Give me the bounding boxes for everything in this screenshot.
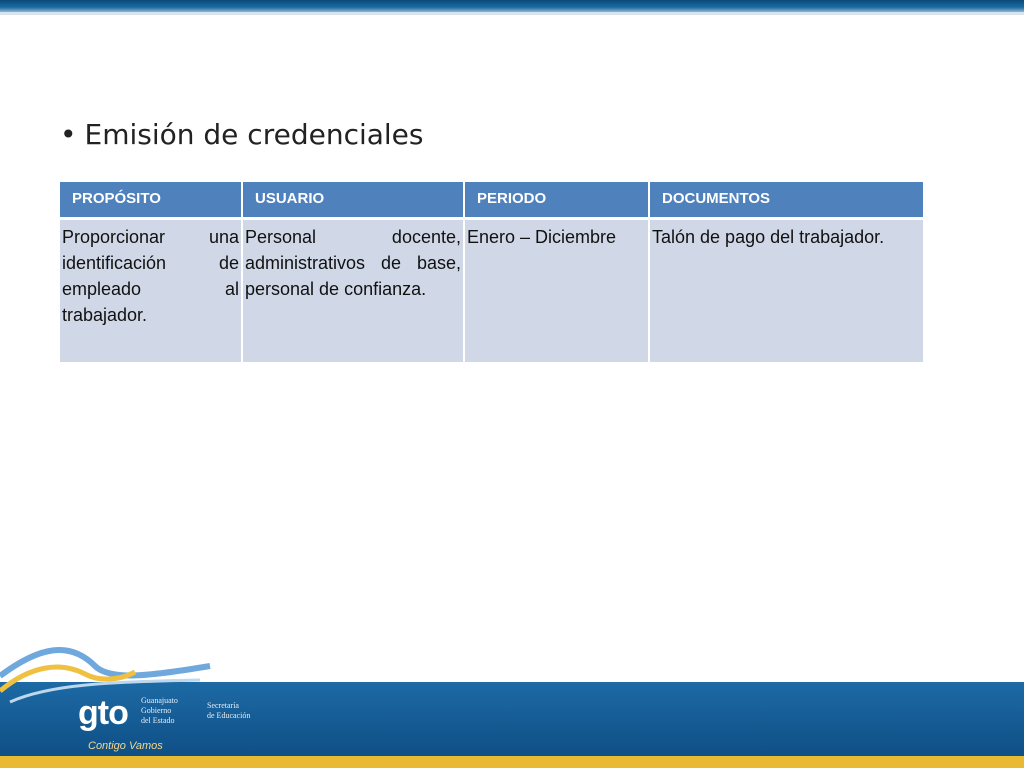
header-proposito: PROPÓSITO [60,182,242,218]
table-row [60,218,923,362]
cell-periodo: Enero – Diciembre [464,218,649,362]
credentials-table [60,182,923,362]
cell-documentos: Talón de pago del trabajador. [649,218,923,362]
header-usuario: USUARIO [242,182,464,218]
table-header-row [60,182,923,218]
government-label: Guanajuato Gobierno del Estado [141,696,178,725]
slide-bullet [60,118,424,151]
bullet-icon: • [60,118,77,151]
top-divider [0,12,1024,15]
header-periodo: PERIODO [464,182,649,218]
slogan: Contigo Vamos [88,740,163,752]
cell-proposito: Proporcionar una identificación de empleado al trabajador. [60,218,242,362]
header-documentos: DOCUMENTOS [649,182,923,218]
bullet-text: Emisión de credenciales [84,118,424,151]
secretaria-label: Secretaría de Educación [207,701,251,720]
top-banner [0,0,1024,12]
gto-logo: gto [78,694,128,732]
footer-accent-bar [0,756,1024,768]
cell-usuario: Personal docente, administrativos de base, personal de confianza. [242,218,464,362]
